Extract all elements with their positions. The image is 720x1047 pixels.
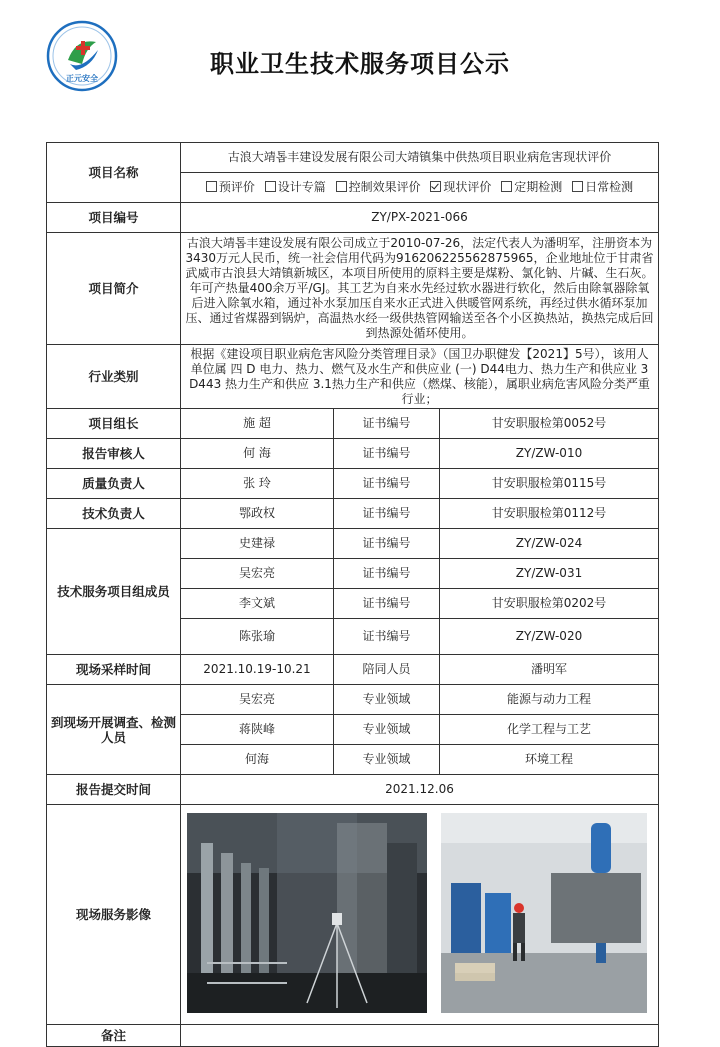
project-info-table [46, 142, 659, 1047]
cert-label: 证书编号 [334, 409, 440, 439]
remarks-value [181, 1025, 659, 1047]
leader-cert: 甘安职服检第0052号 [440, 409, 659, 439]
sampling-time: 2021.10.19-10.21 [181, 655, 334, 685]
checkbox-icon[interactable] [501, 181, 512, 192]
type-option-label: 控制效果评价 [348, 180, 421, 194]
reviewer-label: 报告审核人 [47, 439, 181, 469]
survey-staff-label: 到现场开展调查、检测人员 [47, 685, 181, 775]
logo-text: 正元安全 [66, 74, 98, 83]
cert-label: 证书编号 [334, 439, 440, 469]
field-label: 专业领域 [334, 715, 440, 745]
project-name: 古浪大靖톱丰建设发展有限公司大靖镇集中供热项目职业病危害现状评价 [181, 143, 659, 173]
quality-label: 质量负责人 [47, 469, 181, 499]
cert-label: 证书编号 [334, 469, 440, 499]
member-cert: ZY/ZW-024 [440, 529, 659, 559]
report-submit-date: 2021.12.06 [181, 775, 659, 805]
site-images [181, 805, 659, 1025]
remarks-label: 备注 [47, 1025, 181, 1047]
type-option[interactable] [336, 180, 421, 195]
site-images-label: 现场服务影像 [47, 805, 181, 1025]
type-option[interactable] [572, 180, 633, 195]
survey-person-name: 蒋陕峰 [181, 715, 334, 745]
page-title: 职业卫生技术服务项目公示 [210, 50, 510, 78]
evaluation-type-options [181, 173, 659, 203]
cert-label: 证书编号 [334, 589, 440, 619]
member-name: 李文斌 [181, 589, 334, 619]
project-number-label: 项目编号 [47, 203, 181, 233]
cert-label: 证书编号 [334, 559, 440, 589]
type-option[interactable] [265, 180, 326, 195]
companion-name: 潘明军 [440, 655, 659, 685]
reviewer-cert: ZY/ZW-010 [440, 439, 659, 469]
checked-checkbox-icon[interactable] [430, 181, 441, 192]
industry-label: 行业类别 [47, 345, 181, 409]
members-label: 技术服务项目组成员 [47, 529, 181, 655]
project-intro-label: 项目简介 [47, 233, 181, 345]
type-option-label: 定期检测 [514, 180, 563, 194]
reviewer-name: 何 海 [181, 439, 334, 469]
member-cert: ZY/ZW-031 [440, 559, 659, 589]
member-cert: 甘安职服检第0202号 [440, 589, 659, 619]
type-option[interactable] [430, 180, 491, 195]
sampling-time-label: 现场采样时间 [47, 655, 181, 685]
survey-person-field: 能源与动力工程 [440, 685, 659, 715]
survey-person-field: 环境工程 [440, 745, 659, 775]
tech-cert: 甘安职服检第0112号 [440, 499, 659, 529]
type-option[interactable] [206, 180, 255, 195]
field-label: 专业领域 [334, 745, 440, 775]
site-photo-boiler-room [187, 813, 427, 1017]
tech-label: 技术负责人 [47, 499, 181, 529]
type-option-label: 设计专篇 [277, 180, 326, 194]
companion-label: 陪同人员 [334, 655, 440, 685]
checkbox-icon[interactable] [336, 181, 347, 192]
project-number: ZY/PX-2021-066 [181, 203, 659, 233]
cert-label: 证书编号 [334, 529, 440, 559]
survey-person-name: 吴宏亮 [181, 685, 334, 715]
tech-name: 鄂政权 [181, 499, 334, 529]
cert-label: 证书编号 [334, 619, 440, 655]
project-name-label: 项目名称 [47, 143, 181, 203]
field-label: 专业领域 [334, 685, 440, 715]
member-name: 史建禄 [181, 529, 334, 559]
quality-cert: 甘安职服检第0115号 [440, 469, 659, 499]
checkbox-icon[interactable] [265, 181, 276, 192]
type-option-label: 现状评价 [443, 180, 492, 194]
report-submit-label: 报告提交时间 [47, 775, 181, 805]
type-option-label: 日常检测 [585, 180, 634, 194]
cert-label: 证书编号 [334, 499, 440, 529]
checkbox-icon[interactable] [572, 181, 583, 192]
leader-name: 施 超 [181, 409, 334, 439]
member-name: 吴宏亮 [181, 559, 334, 589]
quality-name: 张 玲 [181, 469, 334, 499]
type-option[interactable] [501, 180, 562, 195]
type-option-label: 预评价 [218, 180, 255, 194]
member-cert: ZY/ZW-020 [440, 619, 659, 655]
leader-label: 项目组长 [47, 409, 181, 439]
industry-category: 根据《建设项目职业病危害风险分类管理目录》（国卫办职健发【2021】5号），该用人单位属 四 D 电力、热力、燃气及水生产和供应业 (一) D44电力、热力生产和供应业 3 D443 热力生产和供应 3.1热力生产和供应（燃煤、核能），属职业病危害风险分类严重行业； [181, 345, 659, 409]
project-intro: 古浪大靖톱丰建设发展有限公司成立于2010-07-26，法定代表人为潘明军，注册资本为3430万元人民币，统一社会信用代码为916206225562875965，企业地址位于甘肃省武威市古浪县大靖镇新城区，本项目所使用的原料主要是煤粉、氯化钠、片碱、生石灰。年可产热量400余万平/GJ。其工艺为自来水先经过软水器进行软化，然后由除氧器除氧后进入除氧水箱，通过补水泵加压自来水正式进入供暖管网系统，再经过供水循环泵加压、通过省煤器到锅炉，高温热水经一级供热管网输送至各个小区换热站，换热完成后回到热源处循环使用。 [181, 233, 659, 345]
member-name: 陈张瑜 [181, 619, 334, 655]
checkbox-icon[interactable] [206, 181, 217, 192]
survey-person-name: 何海 [181, 745, 334, 775]
survey-person-field: 化学工程与工艺 [440, 715, 659, 745]
site-photo-equipment-room [441, 813, 647, 1017]
